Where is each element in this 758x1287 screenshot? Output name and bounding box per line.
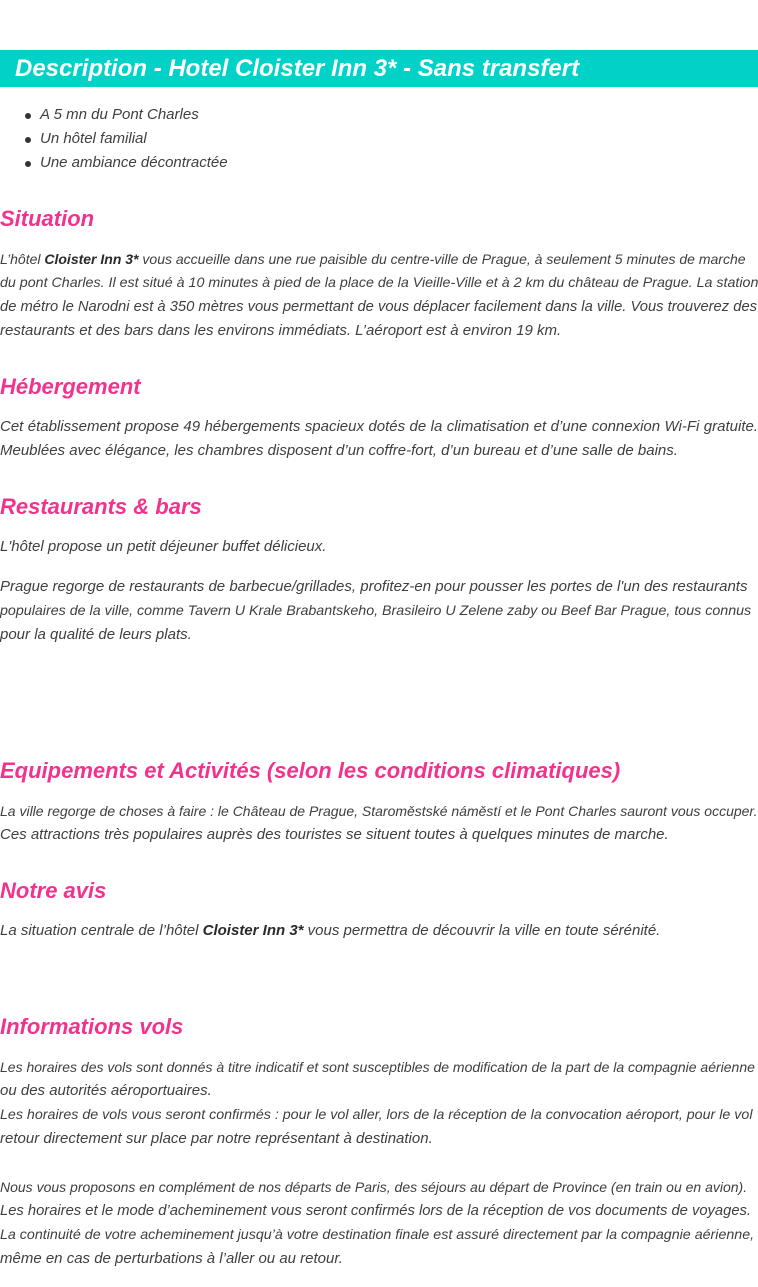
vols-line2: ou des autorités aéroportuaires. [0,1082,212,1099]
situation-line4: restaurants et des bars dans les environs immédiats. L’aéroport est à environ 19 km. [0,322,562,339]
highlights-list [0,103,758,175]
hebergement-heading: Hébergement [0,374,141,399]
avis-suffix: vous permettra de découvrir la ville en toute sérénité. [303,922,661,939]
list-item: Une ambiance décontractée [0,151,758,175]
hebergement-line2: Meublées avec élégance, les chambres disposent d’un coffre-fort, d’un bureau et d’une salle de bains. [0,442,678,459]
equipements-heading: Equipements et Activités (selon les conditions climatiques) [0,758,621,783]
restaurants-text-1 [0,535,758,559]
hebergement-text [0,415,758,463]
situation-line2: du pont Charles. Il est situé à 10 minutes à pied de la place de la Vieille-Ville et à 2 km du château de Prague. La station [0,275,758,291]
hotel-name: Cloister Inn 3* [44,251,139,267]
situation-line1-rest: vous accueille dans une rue paisible du centre-ville de Prague, à seulement 5 minutes de marche [138,251,746,267]
equipements-line1: La ville regorge de choses à faire : le Château de Prague, Staroměstské náměstí et le Pont Charles sauront vous occuper. [0,803,758,819]
restaurants-p1: L'hôtel propose un petit déjeuner buffet délicieux. [0,538,327,555]
situation-heading: Situation [0,206,95,231]
equipements-line2: Ces attractions très populaires auprès des touristes se situent toutes à quelques minutes de marche. [0,826,669,843]
vols-line4: retour directement sur place par notre représentant à destination. [0,1130,433,1147]
hotel-name: Cloister Inn 3* [202,922,304,939]
vols-line8: même en cas de perturbations à l’aller ou au retour. [0,1250,343,1267]
list-item: A 5 mn du Pont Charles [0,103,758,127]
hebergement-line1: Cet établissement propose 49 hébergements spacieux dotés de la climatisation et d’une connexion Wi-Fi gratuite. [0,418,758,435]
vols-line6: Les horaires et le mode d’acheminement vous seront confirmés lors de la réception de vos documents de voyages. [0,1203,752,1219]
vols-line5: Nous vous proposons en complément de nos départs de Paris, des séjours au départ de Province (en train ou en avion). [0,1179,748,1195]
avis-text [0,919,758,943]
restaurants-heading: Restaurants & bars [0,494,202,519]
avis-prefix: La situation centrale de l’hôtel [0,922,203,939]
restaurants-p2-line1: Prague regorge de restaurants de barbecue/grillades, profitez-en pour pousser les portes de l'un des restaurants [0,578,748,595]
vols-heading: Informations vols [0,1014,184,1039]
list-item: Un hôtel familial [0,127,758,151]
vols-text-1 [0,1055,758,1151]
vols-line7: La continuité de votre acheminement jusqu’à votre destination finale est assuré directement par la compagnie aérienne, [0,1227,755,1243]
restaurants-text-2 [0,575,758,647]
restaurants-p2-line3: pour la qualité de leurs plats. [0,626,192,643]
situation-line3: de métro le Narodni est à 350 mètres vous permettant de vous déplacer facilement dans la ville. Vous trouverez des [0,299,758,315]
description-banner: Description - Hotel Cloister Inn 3* - Sans transfert [0,50,758,87]
restaurants-p2-line2: populaires de la ville, comme Tavern U Krale Brabantskeho, Brasileiro U Zelene zaby ou Beef Bar Prague, tous connus [0,603,752,619]
vols-line3: Les horaires de vols vous seront confirmés : pour le vol aller, lors de la réception de la convocation aéroport, pour le vol [0,1107,753,1123]
avis-heading: Notre avis [0,878,107,903]
vols-line1: Les horaires des vols sont donnés à titre indicatif et sont susceptibles de modification de la part de la compagnie aérienne [0,1059,755,1075]
situation-prefix: L’hôtel [0,251,45,267]
equipements-text [0,799,758,847]
situation-text [0,247,758,343]
vols-text-2 [0,1175,758,1271]
